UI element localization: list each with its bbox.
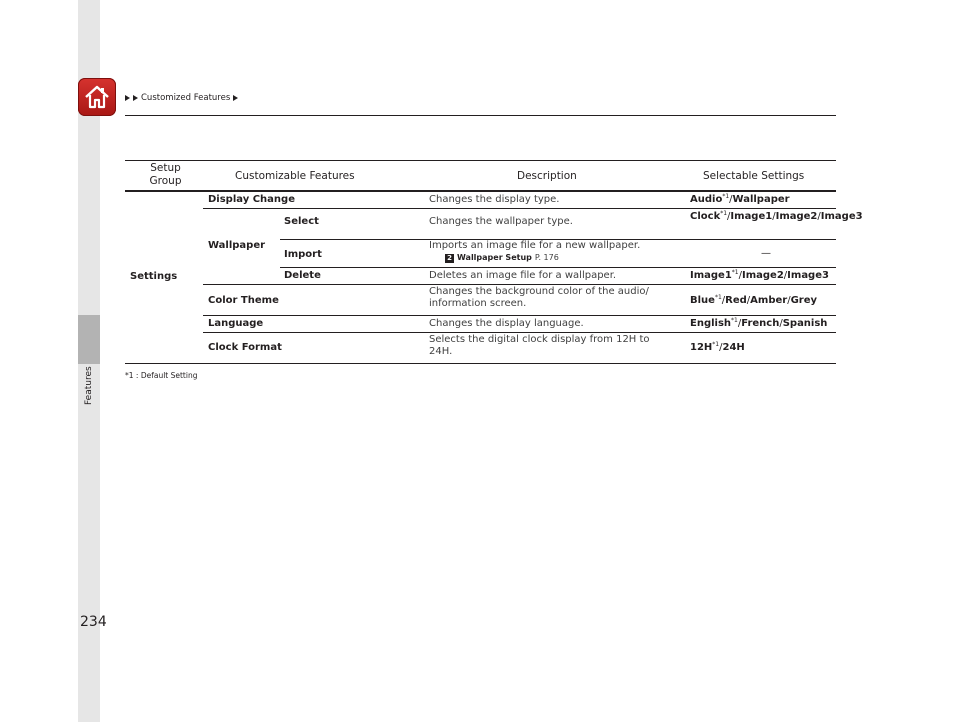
breadcrumb[interactable] bbox=[125, 93, 238, 103]
header-divider bbox=[125, 115, 836, 116]
column-header-setup-group: Setup Group bbox=[149, 162, 182, 187]
setting-option: / bbox=[727, 211, 731, 222]
setting-option: French bbox=[741, 318, 780, 329]
column-header-customizable-features: Customizable Features bbox=[235, 170, 355, 182]
setting-option: / bbox=[783, 270, 788, 281]
setting-option: / bbox=[719, 342, 723, 353]
setup-group-settings: Settings bbox=[130, 271, 178, 282]
feature-color-theme: Color Theme bbox=[208, 295, 279, 306]
setting-option: Audio bbox=[690, 194, 723, 205]
selectable-settings bbox=[690, 270, 835, 282]
default-setting-marker: *1 bbox=[722, 193, 730, 200]
sub-feature-select: Select bbox=[284, 216, 319, 227]
setting-option: / bbox=[721, 295, 726, 306]
selectable-settings-none: — bbox=[761, 248, 771, 259]
selectable-settings bbox=[690, 210, 863, 223]
setting-option: Grey bbox=[790, 295, 818, 306]
setting-option: / bbox=[817, 211, 821, 222]
breadcrumb-arrow-icon bbox=[125, 95, 130, 101]
setting-option: Image1 bbox=[730, 211, 773, 222]
customizable-features-table bbox=[125, 160, 863, 365]
selectable-settings bbox=[690, 342, 835, 354]
selectable-settings bbox=[690, 194, 830, 206]
setting-option: Image1 bbox=[690, 270, 732, 281]
selectable-settings bbox=[690, 295, 835, 307]
setting-option: Spanish bbox=[782, 318, 828, 329]
sidebar-section-label: Features bbox=[84, 366, 94, 405]
description: Changes the display language. bbox=[429, 318, 584, 329]
default-setting-marker: *1 bbox=[712, 341, 720, 348]
cross-reference-link[interactable]: 2 Wallpaper Setup P. 176 bbox=[445, 252, 669, 264]
breadcrumb-label[interactable]: Customized Features bbox=[141, 93, 231, 103]
description: Changes the background color of the audio/ information screen. bbox=[429, 286, 649, 309]
setting-option: / bbox=[772, 211, 776, 222]
setting-option: Amber bbox=[750, 295, 788, 306]
description: Imports an image file for a new wallpaper. 2 Wallpaper Setup P. 176 bbox=[429, 240, 669, 264]
setting-option: 12H bbox=[690, 342, 713, 353]
description: Changes the display type. bbox=[429, 194, 560, 205]
setting-option: English bbox=[690, 318, 732, 329]
breadcrumb-arrow-icon bbox=[233, 95, 238, 101]
description: Deletes an image file for a wallpaper. bbox=[429, 270, 617, 281]
feature-display-change: Display Change bbox=[208, 194, 295, 205]
description: Selects the digital clock display from 12H to 24H. bbox=[429, 334, 650, 357]
default-setting-marker: *1 bbox=[731, 269, 739, 276]
column-header-selectable-settings: Selectable Settings bbox=[703, 170, 805, 182]
description: Changes the wallpaper type. bbox=[429, 216, 573, 227]
setting-option: Red bbox=[725, 295, 747, 306]
setting-option: / bbox=[746, 295, 751, 306]
page-number: 234 bbox=[80, 614, 107, 630]
sub-feature-delete: Delete bbox=[284, 270, 321, 281]
setting-option: / bbox=[738, 270, 742, 281]
sidebar-section-marker bbox=[78, 315, 100, 364]
default-setting-marker: *1 bbox=[720, 210, 728, 217]
setting-option: / bbox=[729, 194, 733, 205]
setting-option: Image3 bbox=[820, 211, 863, 222]
setting-option: Wallpaper bbox=[732, 194, 790, 205]
home-button[interactable] bbox=[78, 78, 116, 116]
breadcrumb-arrow-icon bbox=[133, 95, 138, 101]
setting-option: Image2 bbox=[775, 211, 818, 222]
selectable-settings bbox=[690, 318, 835, 330]
setting-option: Image2 bbox=[742, 270, 784, 281]
setting-option: Clock bbox=[690, 211, 721, 222]
setting-option: / bbox=[737, 318, 742, 329]
feature-language: Language bbox=[208, 318, 264, 329]
feature-clock-format: Clock Format bbox=[208, 342, 282, 353]
reference-arrow-icon: 2 bbox=[445, 254, 454, 263]
column-header-description: Description bbox=[517, 170, 577, 182]
setting-option: 24H bbox=[722, 342, 745, 353]
setting-option: Image3 bbox=[787, 270, 829, 281]
setting-option: / bbox=[779, 318, 783, 329]
footnote: *1 : Default Setting bbox=[125, 371, 198, 380]
sub-feature-import: Import bbox=[284, 249, 322, 260]
setting-option: / bbox=[787, 295, 791, 306]
default-setting-marker: *1 bbox=[731, 317, 738, 324]
default-setting-marker: *1 bbox=[714, 294, 722, 301]
feature-wallpaper: Wallpaper bbox=[208, 240, 266, 251]
setting-option: Blue bbox=[690, 295, 715, 306]
home-icon bbox=[83, 83, 111, 111]
